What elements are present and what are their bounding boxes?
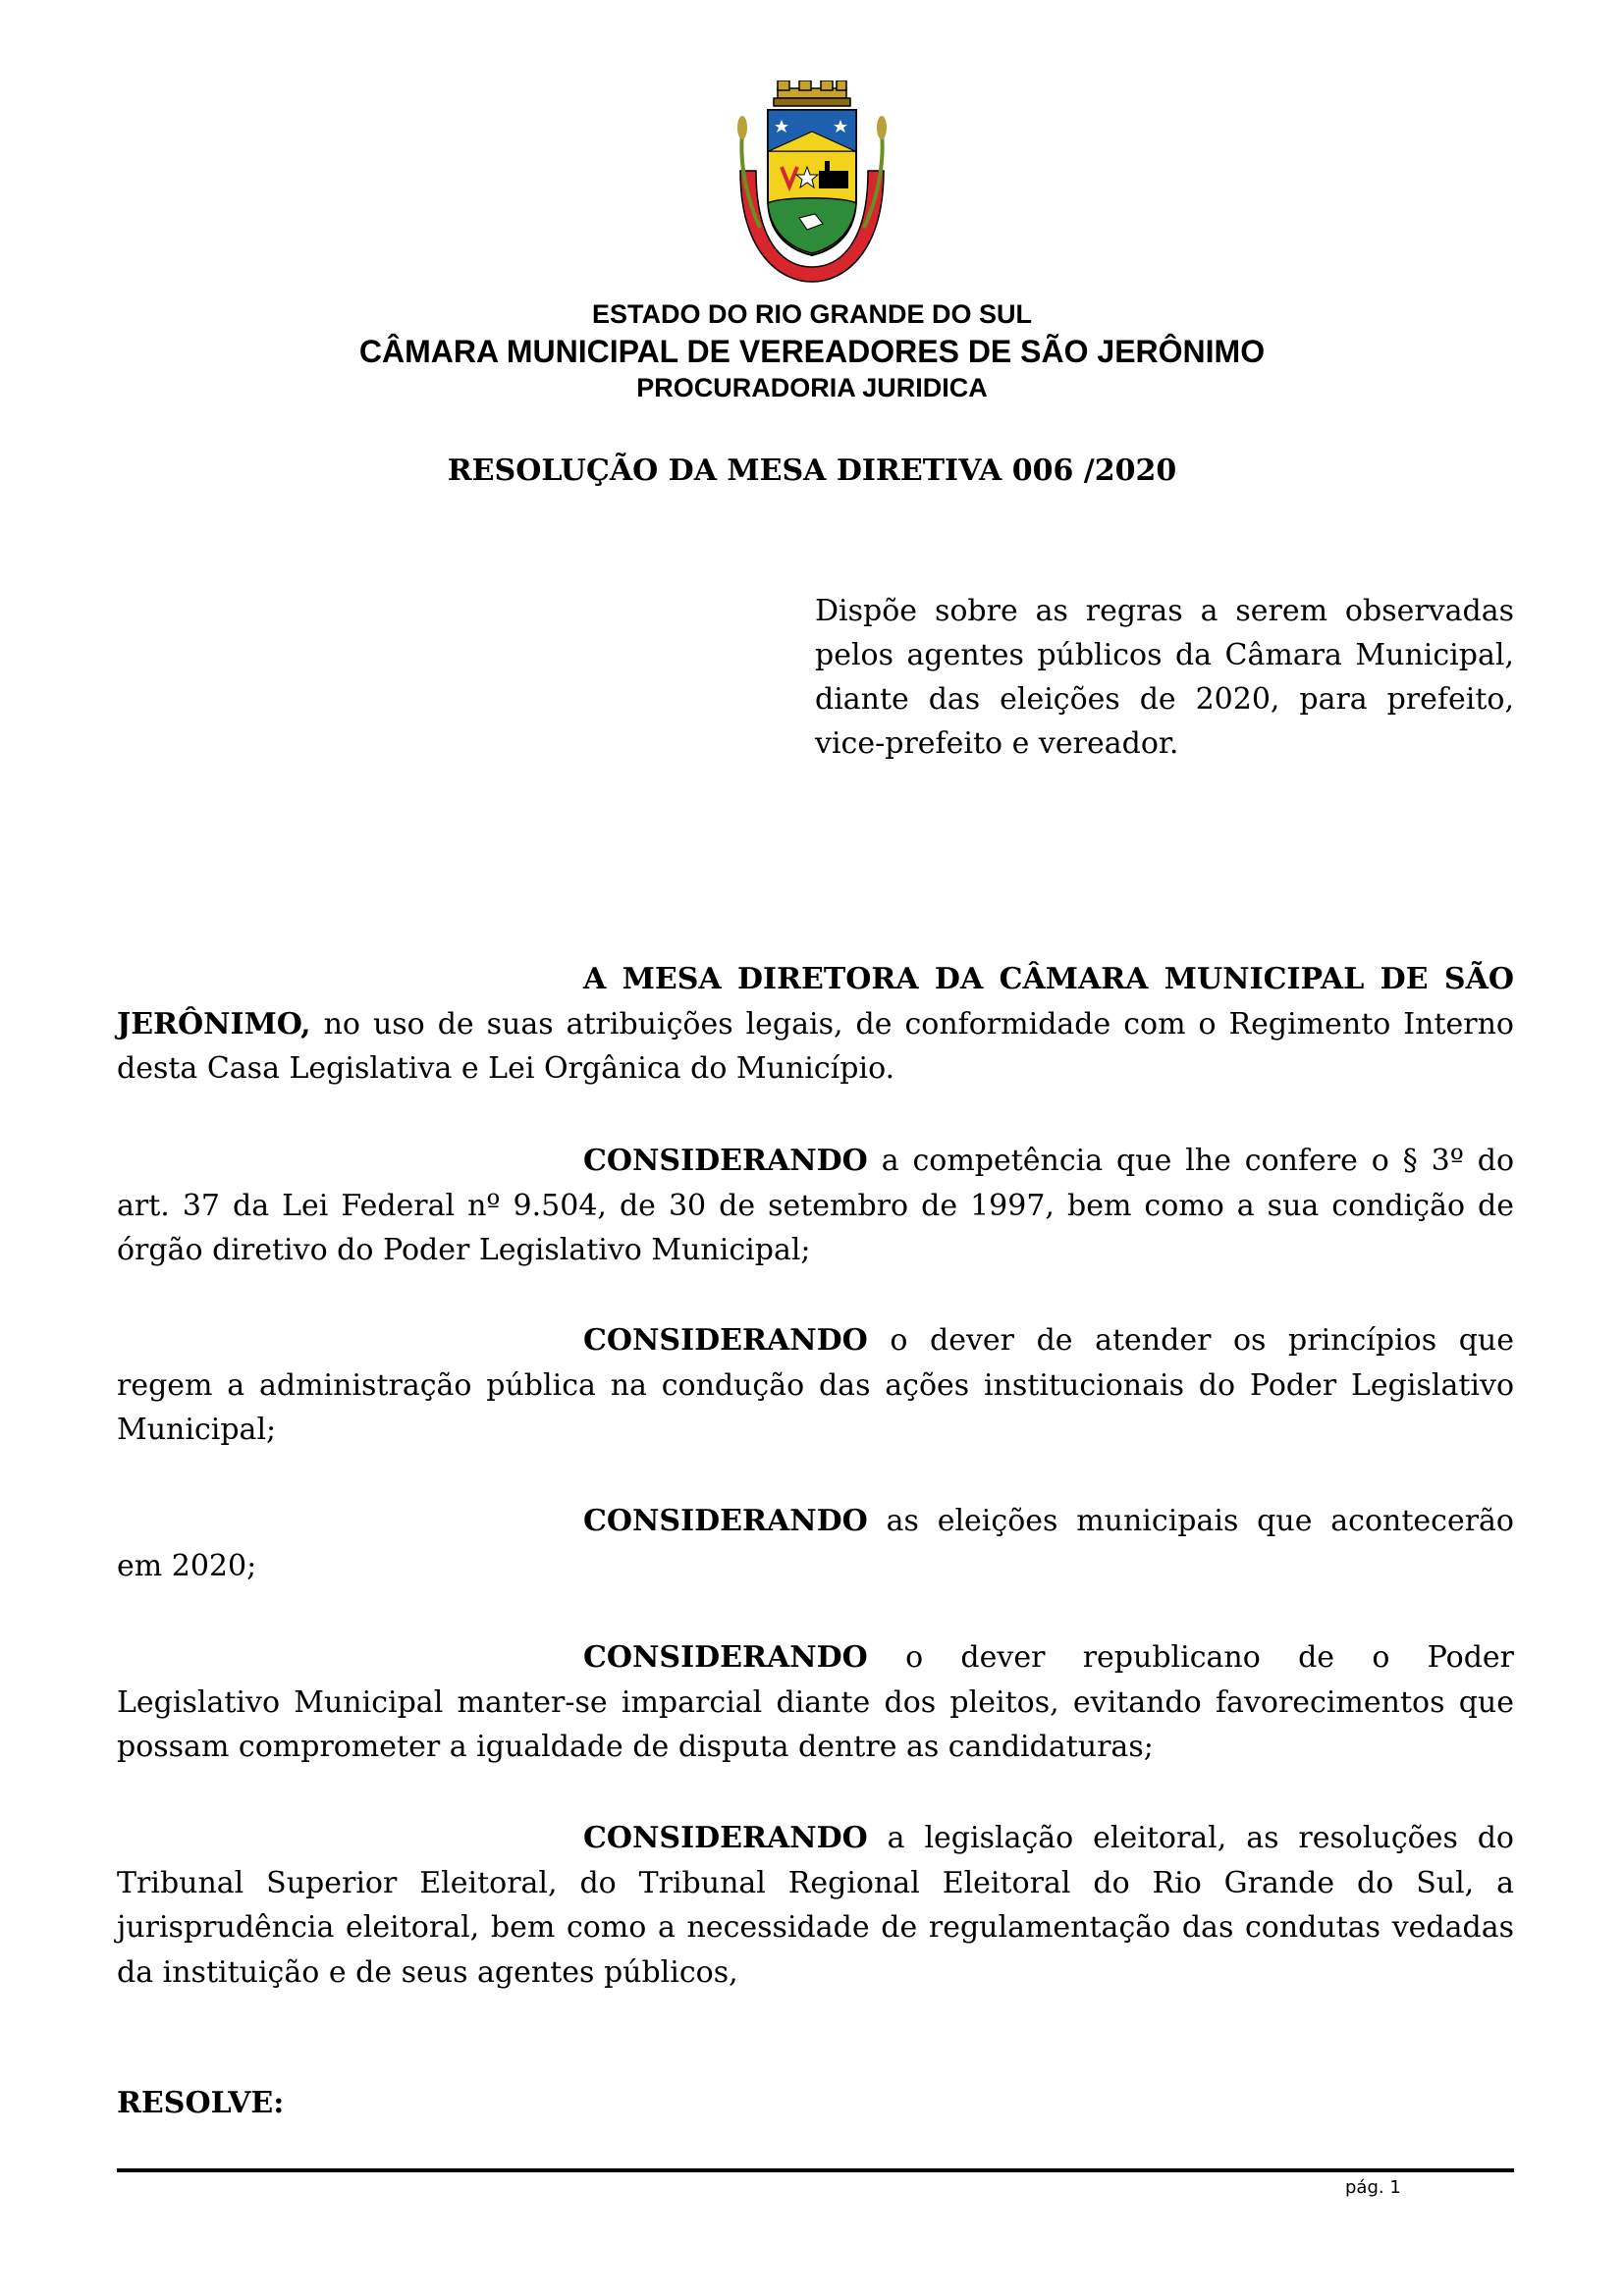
considerando-paragraph (117, 1318, 1514, 1453)
preamble-bold: A MESA DIRETORA DA CÂMARA MUNICIPAL DE SÃO JERÔNIMO, (117, 962, 1514, 1041)
considerando-label: CONSIDERANDO (583, 1504, 868, 1538)
considerando-paragraph (117, 1139, 1514, 1273)
considerando-paragraph (117, 1816, 1514, 1995)
considerando-text: o dever de atender os princípios que regem a administração pública na condução das ações institucionais do Poder Legislativo Municipal; (117, 1323, 1514, 1447)
resolve-heading: RESOLVE: (117, 2086, 285, 2120)
ementa-paragraph: Dispõe sobre as regras a serem observadas pelos agentes públicos da Câmara Municipal, diante das eleições de 2020, para prefeito, vice-prefeito e vereador. (815, 594, 1514, 761)
considerando-label: CONSIDERANDO (583, 1640, 868, 1675)
page-number: pág. 1 (1345, 2177, 1401, 2198)
preamble-paragraph (117, 957, 1514, 1092)
considerando-label: CONSIDERANDO (583, 1821, 868, 1855)
considerando-text: a competência que lhe confere o § 3º do art. 37 da Lei Federal nº 9.504, de 30 de setembro de 1997, bem como a sua condição de órgão diretivo do Poder Legislativo Municipal; (117, 1144, 1514, 1267)
considerando-text: as eleições municipais que acontecerão em 2020; (117, 1504, 1514, 1583)
footer-divider (117, 2168, 1514, 2172)
municipal-coat-of-arms-icon (721, 80, 903, 291)
preamble-text: no uso de suas atribuições legais, de conformidade com o Regimento Interno desta Casa Legislativa e Lei Orgânica do Município. (117, 1006, 1514, 1086)
considerando-paragraph (117, 1635, 1514, 1770)
document-title: RESOLUÇÃO DA MESA DIRETIVA 006 /2020 (447, 454, 1177, 488)
header-chamber-name: CÂMARA MUNICIPAL DE VEREADORES DE SÃO JERÔNIMO (358, 334, 1266, 369)
considerando-text: a legislação eleitoral, as resoluções do Tribunal Superior Eleitoral, do Tribunal Regional Eleitoral do Rio Grande do Sul, a jurisprudência eleitoral, bem como a necessidade de regulamentação das condutas vedadas da instituição e de seus agentes públicos, (117, 1821, 1514, 1990)
considerando-text: o dever republicano de o Poder Legislativo Municipal manter-se imparcial diante dos pleitos, evitando favorecimentos que possam comprometer a igualdade de disputa dentre as candidaturas; (117, 1640, 1514, 1764)
considerando-label: CONSIDERANDO (583, 1144, 868, 1178)
header-state-name: ESTADO DO RIO GRANDE DO SUL (591, 299, 1033, 329)
header-department: PROCURADORIA JURIDICA (636, 373, 988, 402)
considerando-label: CONSIDERANDO (583, 1323, 868, 1358)
considerando-paragraph (117, 1499, 1514, 1588)
